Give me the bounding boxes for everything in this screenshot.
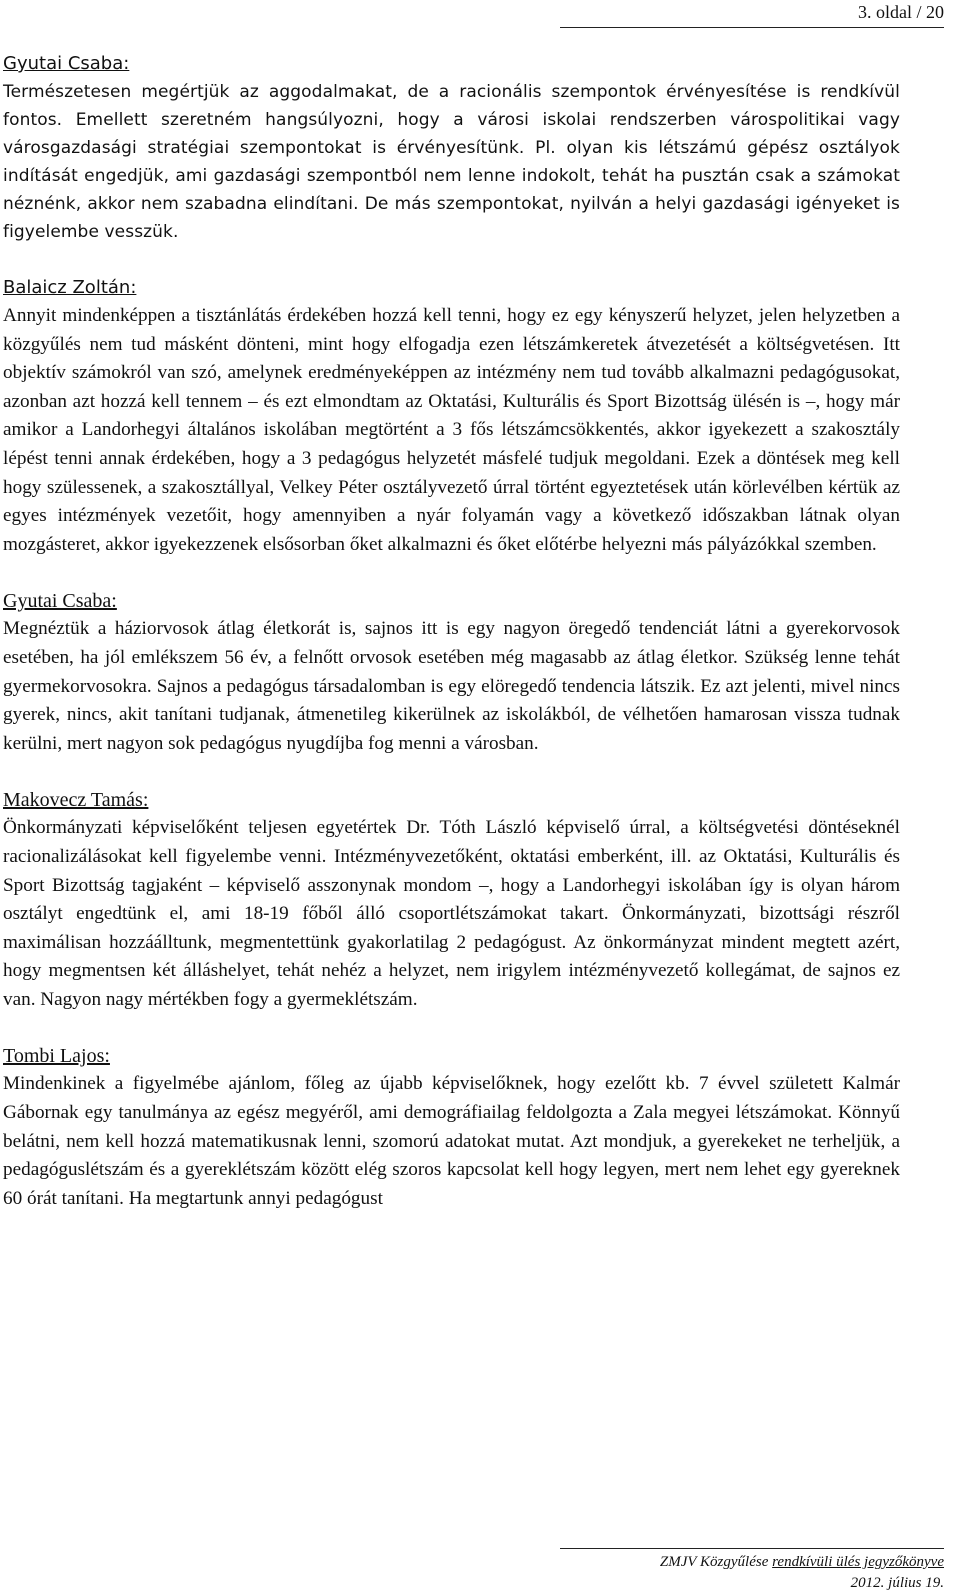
speech-block [3,786,900,1014]
speaker-name: Gyutai Csaba: [3,53,130,74]
minutes-body [3,50,900,1241]
footer-title-underlined: rendkívüli ülés jegyzőkönyve [772,1554,944,1570]
speech-text: Természetesen megértjük az aggodalmakat, de a racionális szempontok érvényesítése is rendkívül fontos. Emellett szeretném hangsúlyozni, hogy a városi iskolai rendszerben várospolitikai vagy városgazdasági stratégiai szempontokat is érvényesítünk. Pl. olyan kis létszámú gépész osztályok indítását engedjük, ami gazdasági szempontból nem lenne indokolt, tehát ha pusztán csak a számokat néznénk, akkor nem szabadna elindítani. De más szempontokat, nyilván a helyi gazdasági igényeket is figyelembe vesszük. [3,82,900,242]
page-header [560,2,944,28]
footer-date: 2012. július 19. [850,1575,944,1591]
footer-title [560,1552,944,1573]
speaker-name: Gyutai Csaba: [3,590,117,613]
speech-block [3,1042,900,1213]
speaker-name: Makovecz Tamás: [3,789,149,812]
footer-title-prefix: ZMJV Közgyűlése [659,1554,773,1570]
speech-text: Annyit mindenképpen a tisztánlátás érdekében hozzá kell tenni, hogy ez egy kényszerű helyzet, jelen helyzetben a közgyűlés nem tud másként dönteni, mint hogy elfogadja ezen létszámkeretek átvezetését a költségvetésen. Itt objektív számokról van szó, amelynek eredményeképpen az intézmény nem tud tovább alkalmazni pedagógusokat, azonban azt hozzá kell tennem – és ezt elmondtam az Oktatási, Kulturális és Sport Bizottság ülésén is –, hogy már amikor a Landorhegyi általános iskolában megtörtént a 3 fős létszámcsökkentés, akkor igyekezett a szakosztály lépést tenni annak érdekében, hogy a 3 pedagógus helyzetét másfelé tudjuk megoldani. Ezek a döntések meg kell hogy szülessenek, a szakosztállyal, Velkey Péter osztályvezető úrral történt egyeztetések után körlevélben kértük az egyes intézmények vezetőit, hogy amennyiben a nyár folyamán vagy a következő időszakban látnak olyan mozgásteret, akkor igyekezzenek elsősorban őket alkalmazni és őket előtérbe helyezni más pályázókkal szemben. [3,305,900,555]
page-number: 3. oldal / 20 [858,2,944,22]
speech-block [3,587,900,758]
speech-text: Mindenkinek a figyelmébe ajánlom, főleg az újabb képviselőknek, hogy ezelőtt kb. 7 évvel született Kalmár Gábornak egy tanulmánya az egész megyéről, ami demográfiailag feldolgozta a Zala megyei létszámokat. Könnyű belátni, nem kell hozzá matematikusnak lenni, szomorú adatokat mutat. Azt mondjuk, a gyerekeket ne terheljük, a pedagóguslétszám és a gyereklétszám között elég szoros kapcsolat kell hogy legyen, mert nem lehet egy gyereknek 60 órát tanítani. Ha megtartunk annyi pedagógust [3,1073,900,1209]
page-footer [560,1548,944,1594]
speech-text: Önkormányzati képviselőként teljesen egyetértek Dr. Tóth László képviselő úrral, a költségvetési döntéseknél racionalizálásokat kell figyelembe venni. Intézményvezetőként, oktatási emberként, ill. az Oktatási, Kulturális és Sport Bizottság tagjaként – képviselő asszonynak mondom –, hogy a Landorhegyi iskolában így is olyan három osztályt engedtünk el, ami 18-19 főből álló csoportlétszámokat takart. Önkormányzati, bizottsági részről maximálisan hozzáálltunk, megmentettünk gyakorlatilag 2 pedagógust. Az önkormányzat mindent megtett azért, hogy megmentsen két álláshelyet, tehát nehéz a helyzet, nem irigylem intézményvezető kollegámat, de sajnos ez van. Nagyon nagy mértékben fogy a gyermeklétszám. [3,817,900,1010]
speech-block [3,50,900,246]
speaker-name: Tombi Lajos: [3,1045,110,1068]
speech-text: Megnéztük a háziorvosok átlag életkorát is, sajnos itt is egy nagyon öregedő tendenciát látni a gyerekorvosok esetében, ha jól emlékszem 56 év, a felnőtt orvosok esetében még magasabb az átlag életkor. Szükség lenne tehát gyermekorvosokra. Sajnos a pedagógus társadalomban is egy elöregedő tendencia látszik. Ez azt jelenti, mivel nincs gyerek, nincs, akit tanítani tudjanak, átmenetileg kikerülnek az iskolákból, de vélhetően hamarosan vissza tudnak kerülni, mert nagyon sok pedagógus nyugdíjba fog menni a városban. [3,618,900,754]
speaker-name: Balaicz Zoltán: [3,277,137,298]
speech-block [3,274,900,559]
